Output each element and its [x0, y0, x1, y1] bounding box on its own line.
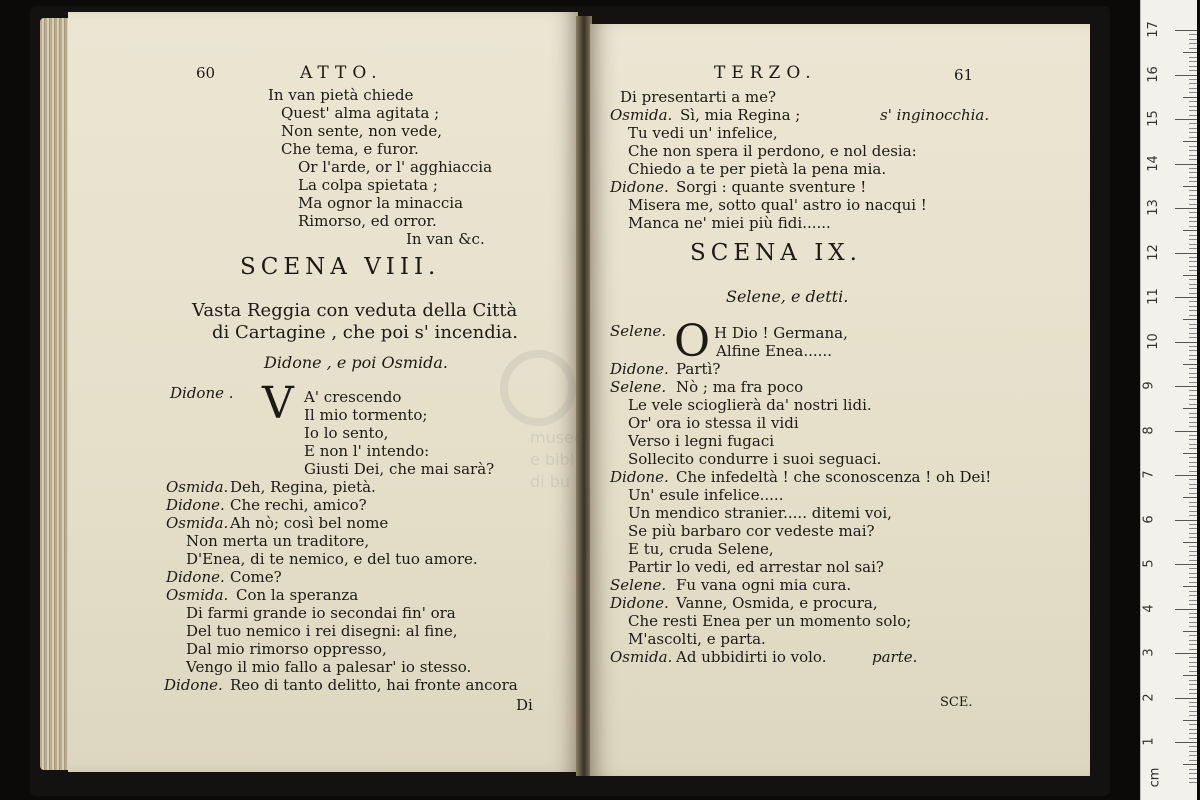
ruler-tick — [1183, 542, 1197, 543]
ruler-tick — [1183, 453, 1197, 454]
speaker-label: Selene. — [610, 322, 667, 340]
right-page — [590, 24, 1090, 776]
ruler-number: 15 — [1145, 110, 1161, 127]
dialogue-line: Misera me, sotto qual' astro io nacqui ! — [628, 196, 927, 214]
ruler-tick — [1189, 466, 1197, 467]
ruler-tick — [1189, 506, 1197, 507]
ruler-tick — [1189, 680, 1197, 681]
ruler-tick — [1189, 671, 1197, 672]
ruler-tick — [1189, 533, 1197, 534]
ruler-tick — [1189, 684, 1197, 685]
ruler-tick — [1189, 181, 1197, 182]
ruler-tick — [1183, 275, 1197, 276]
drop-cap: V — [262, 378, 294, 429]
verse-line: Non sente, non vede, — [281, 122, 442, 140]
ruler-tick — [1189, 600, 1197, 601]
ruler-tick — [1189, 39, 1197, 40]
ruler-tick — [1189, 204, 1197, 205]
ruler-unit-label: cm — [1147, 767, 1163, 788]
ruler-tick — [1189, 172, 1197, 173]
dialogue-line: Sorgi : quante sventure ! — [676, 178, 867, 196]
ruler-tick — [1189, 471, 1197, 472]
ruler-number: 1 — [1141, 737, 1157, 746]
stage-direction: s' inginocchia. — [880, 106, 990, 124]
dialogue-line: Chiedo a te per pietà la pena mia. — [628, 160, 887, 178]
ruler-tick — [1189, 666, 1197, 667]
dialogue-line: Di presentarti a me? — [620, 88, 777, 106]
ruler-tick — [1175, 431, 1197, 432]
ruler-tick — [1189, 551, 1197, 552]
ruler-tick — [1189, 88, 1197, 89]
ruler-tick — [1189, 377, 1197, 378]
ruler-tick — [1175, 742, 1197, 743]
speaker-label: Osmida. — [166, 514, 229, 532]
ruler-tick — [1189, 48, 1197, 49]
ruler-tick — [1189, 373, 1197, 374]
ruler-tick — [1183, 141, 1197, 142]
verse-line: H Dio ! Germana, — [714, 324, 848, 342]
ruler-tick — [1189, 128, 1197, 129]
dialogue-line: Tu vedi un' infelice, — [628, 124, 778, 142]
page-number-right: 61 — [954, 66, 974, 84]
dialogue-line: Ah nò; così bel nome — [230, 514, 389, 532]
ruler-tick — [1189, 195, 1197, 196]
verse-line: Che tema, e furor. — [281, 140, 419, 158]
ruler-tick — [1189, 457, 1197, 458]
dialogue-line: Come? — [230, 568, 282, 586]
ruler-tick — [1189, 778, 1197, 779]
ruler-tick — [1189, 315, 1197, 316]
ruler-tick — [1189, 769, 1197, 770]
ruler-tick — [1183, 764, 1197, 765]
dialogue-line: D'Enea, di te nemico, e del tuo amore. — [186, 550, 478, 568]
ruler-tick — [1189, 279, 1197, 280]
speaker-label: Didone. — [610, 178, 669, 196]
ruler-tick — [1189, 155, 1197, 156]
ruler-tick — [1183, 675, 1197, 676]
ruler-tick — [1189, 577, 1197, 578]
ruler-tick — [1189, 649, 1197, 650]
measuring-ruler — [1140, 0, 1197, 800]
ruler-tick — [1189, 284, 1197, 285]
dialogue-line: Vengo il mio fallo a palesar' io stesso. — [186, 658, 472, 676]
ruler-tick — [1189, 635, 1197, 636]
ruler-tick — [1189, 310, 1197, 311]
verse-line: Rimorso, ed orror. — [298, 212, 437, 230]
stage-direction: parte. — [872, 648, 918, 666]
ruler-tick — [1189, 132, 1197, 133]
ruler-tick — [1189, 515, 1197, 516]
running-head-left: ATTO. — [300, 63, 383, 83]
ruler-tick — [1175, 342, 1197, 343]
verse-line: In van &c. — [406, 230, 485, 248]
ruler-tick — [1183, 408, 1197, 409]
ruler-tick — [1189, 524, 1197, 525]
ruler-tick — [1189, 266, 1197, 267]
dialogue-line: Un mendico stranier..... ditemi voi, — [628, 504, 892, 522]
ruler-tick — [1189, 626, 1197, 627]
verse-line: A' crescendo — [304, 388, 402, 406]
ruler-tick — [1189, 390, 1197, 391]
ruler-tick — [1189, 101, 1197, 102]
ruler-number: 2 — [1141, 692, 1157, 702]
dialogue-line: Di farmi grande io secondai fin' ora — [186, 604, 456, 622]
ruler-tick — [1183, 186, 1197, 187]
ruler-tick — [1189, 270, 1197, 271]
ruler-tick — [1189, 595, 1197, 596]
ruler-tick — [1189, 404, 1197, 405]
ruler-tick — [1189, 537, 1197, 538]
ruler-tick — [1189, 333, 1197, 334]
ruler-tick — [1189, 724, 1197, 725]
ruler-tick — [1189, 293, 1197, 294]
dialogue-line: Reo di tanto delitto, hai fronte ancora — [230, 676, 518, 694]
ruler-tick — [1189, 261, 1197, 262]
ruler-tick — [1183, 319, 1197, 320]
watermark-text: di bu — [530, 472, 570, 491]
dialogue-line: Sì, mia Regina ; — [680, 106, 801, 124]
ruler-tick — [1189, 693, 1197, 694]
dialogue-line: Or' ora io stessa il vidi — [628, 414, 799, 432]
ruler-tick — [1189, 417, 1197, 418]
ruler-tick — [1189, 177, 1197, 178]
ruler-tick — [1189, 137, 1197, 138]
ruler-tick — [1189, 199, 1197, 200]
ruler-number: 8 — [1141, 425, 1157, 435]
ruler-tick — [1189, 755, 1197, 756]
ruler-tick — [1189, 301, 1197, 302]
ruler-tick — [1189, 110, 1197, 111]
ruler-tick — [1189, 66, 1197, 67]
ruler-tick — [1189, 123, 1197, 124]
ruler-tick — [1189, 488, 1197, 489]
catchword-left: Di — [516, 696, 533, 714]
ruler-tick — [1189, 168, 1197, 169]
ruler-tick — [1189, 217, 1197, 218]
ruler-tick — [1189, 644, 1197, 645]
ruler-tick — [1189, 190, 1197, 191]
ruler-tick — [1189, 617, 1197, 618]
dialogue-line: Se più barbaro cor vedeste mai? — [628, 522, 875, 540]
ruler-tick — [1183, 52, 1197, 53]
ruler-tick — [1189, 355, 1197, 356]
ruler-tick — [1189, 462, 1197, 463]
ruler-tick — [1189, 502, 1197, 503]
watermark-logo-icon — [500, 350, 576, 426]
ruler-tick — [1189, 733, 1197, 734]
ruler-tick — [1183, 230, 1197, 231]
verse-line: Alfine Enea...... — [716, 342, 832, 360]
watermark-text: museo — [530, 428, 584, 447]
ruler-number: 5 — [1141, 559, 1157, 568]
dialogue-line: Sollecito condurre i suoi seguaci. — [628, 450, 882, 468]
ruler-number: 14 — [1145, 154, 1161, 172]
verse-line: Quest' alma agitata ; — [281, 104, 440, 122]
ruler-tick — [1189, 413, 1197, 414]
ruler-tick — [1175, 30, 1197, 31]
dialogue-line: Nò ; ma fra poco — [676, 378, 804, 396]
ruler-tick — [1189, 115, 1197, 116]
ruler-tick — [1175, 564, 1197, 565]
setting-line-2: di Cartagine , che poi s' incendia. — [212, 322, 518, 343]
dialogue-line: Fu vana ogni mia cura. — [676, 576, 852, 594]
ruler-tick — [1183, 364, 1197, 365]
scene-title-ix: SCENA IX. — [690, 240, 862, 266]
ruler-tick — [1189, 106, 1197, 107]
verse-line: Il mio tormento; — [304, 406, 428, 424]
ruler-tick — [1189, 212, 1197, 213]
ruler-tick — [1175, 386, 1197, 387]
ruler-tick — [1189, 657, 1197, 658]
ruler-tick — [1175, 520, 1197, 521]
ruler-tick — [1189, 568, 1197, 569]
ruler-tick — [1189, 395, 1197, 396]
ruler-tick — [1189, 70, 1197, 71]
watermark-text: e bibl — [530, 450, 575, 469]
speaker-label: Didone. — [610, 360, 669, 378]
dialogue-line: Un' esule infelice..... — [628, 486, 784, 504]
ruler-tick — [1189, 555, 1197, 556]
ruler-tick — [1189, 83, 1197, 84]
ruler-tick — [1189, 448, 1197, 449]
ruler-tick — [1189, 324, 1197, 325]
ruler-tick — [1189, 159, 1197, 160]
verse-line: In van pietà chiede — [268, 86, 414, 104]
dialogue-line: Ad ubbidirti io volo. — [676, 648, 827, 666]
speaker-label: Didone . — [170, 384, 234, 402]
ruler-tick — [1189, 368, 1197, 369]
speaker-label: Didone. — [166, 568, 225, 586]
ruler-tick — [1189, 422, 1197, 423]
ruler-tick — [1183, 586, 1197, 587]
ruler-tick — [1183, 497, 1197, 498]
watermark — [500, 350, 660, 510]
ruler-tick — [1189, 257, 1197, 258]
dialogue-line: Partì? — [676, 360, 721, 378]
ruler-tick — [1189, 746, 1197, 747]
ruler-tick — [1189, 444, 1197, 445]
ruler-number: 3 — [1141, 648, 1157, 657]
ruler-tick — [1189, 337, 1197, 338]
page-number-left: 60 — [196, 64, 216, 82]
ruler-tick — [1189, 662, 1197, 663]
dialogue-line: Con la speranza — [236, 586, 359, 604]
ruler-tick — [1189, 560, 1197, 561]
speaker-label: Didone. — [164, 676, 223, 694]
verse-line: La colpa spietata ; — [298, 176, 438, 194]
ruler-tick — [1189, 640, 1197, 641]
ruler-number: 11 — [1145, 288, 1161, 305]
verse-line: E non l' intendo: — [304, 442, 430, 460]
running-head-right: TERZO. — [714, 63, 817, 83]
ruler-tick — [1175, 297, 1197, 298]
characters-line: Selene, e detti. — [726, 287, 849, 306]
ruler-tick — [1189, 484, 1197, 485]
speaker-label: Osmida. — [166, 586, 229, 604]
ruler-tick — [1175, 164, 1197, 165]
scene-title-viii: SCENA VIII. — [240, 254, 441, 280]
dialogue-line: Deh, Regina, pietà. — [230, 478, 376, 496]
ruler-number: 16 — [1145, 65, 1161, 83]
ruler-number: 17 — [1145, 21, 1161, 38]
ruler-number: 4 — [1141, 603, 1157, 613]
ruler-tick — [1189, 350, 1197, 351]
ruler-tick — [1189, 751, 1197, 752]
ruler-tick — [1189, 715, 1197, 716]
ruler-tick — [1175, 609, 1197, 610]
ruler-tick — [1183, 631, 1197, 632]
ruler-tick — [1189, 235, 1197, 236]
dialogue-line: Le vele scioglierà da' nostri lidi. — [628, 396, 872, 414]
ruler-tick — [1189, 706, 1197, 707]
ruler-tick — [1189, 511, 1197, 512]
verse-line: Giusti Dei, che mai sarà? — [304, 460, 495, 478]
speaker-label: Osmida. — [610, 648, 673, 666]
ruler-tick — [1189, 239, 1197, 240]
verse-line: Or l'arde, or l' agghiaccia — [298, 158, 493, 176]
ruler-tick — [1175, 475, 1197, 476]
ruler-tick — [1189, 328, 1197, 329]
dialogue-line: Vanne, Osmida, e procura, — [676, 594, 878, 612]
ruler-tick — [1189, 493, 1197, 494]
ruler-tick — [1189, 782, 1197, 783]
dialogue-line: Dal mio rimorso oppresso, — [186, 640, 387, 658]
ruler-tick — [1189, 773, 1197, 774]
dialogue-line: Manca ne' miei più fidi...... — [628, 214, 831, 232]
dialogue-line: Del tuo nemico i rei disegni: al fine, — [186, 622, 458, 640]
ruler-tick — [1189, 591, 1197, 592]
ruler-tick — [1189, 61, 1197, 62]
catchword-right: SCE. — [940, 695, 973, 710]
ruler-tick — [1189, 150, 1197, 151]
speaker-label: Selene. — [610, 378, 667, 396]
dialogue-line: Non merta un traditore, — [186, 532, 370, 550]
drop-cap: O — [674, 316, 711, 367]
ruler-tick — [1189, 760, 1197, 761]
speaker-label: Didone. — [166, 496, 225, 514]
dialogue-line: Che non spera il perdono, e nol desia: — [628, 142, 917, 160]
dialogue-line: Che rechi, amico? — [230, 496, 367, 514]
dialogue-line: M'ascolti, e parta. — [628, 630, 766, 648]
ruler-tick — [1175, 119, 1197, 120]
dialogue-line: Partir lo vedi, ed arrestar nol sai? — [628, 558, 884, 576]
ruler-tick — [1189, 582, 1197, 583]
ruler-tick — [1189, 702, 1197, 703]
ruler-tick — [1189, 622, 1197, 623]
ruler-tick — [1189, 79, 1197, 80]
ruler-tick — [1175, 208, 1197, 209]
speaker-label: Selene. — [610, 576, 667, 594]
ruler-tick — [1189, 604, 1197, 605]
ruler-tick — [1189, 426, 1197, 427]
speaker-label: Didone. — [610, 468, 669, 486]
characters-line: Didone , e poi Osmida. — [264, 353, 448, 372]
ruler-tick — [1183, 97, 1197, 98]
verse-line: Io lo sento, — [304, 424, 389, 442]
ruler-tick — [1189, 92, 1197, 93]
ruler-tick — [1189, 43, 1197, 44]
speaker-label: Didone. — [610, 594, 669, 612]
ruler-tick — [1175, 653, 1197, 654]
ruler-tick — [1189, 729, 1197, 730]
ruler-tick — [1189, 711, 1197, 712]
ruler-tick — [1189, 146, 1197, 147]
ruler-tick — [1189, 382, 1197, 383]
ruler-tick — [1189, 306, 1197, 307]
ruler-number: 9 — [1141, 381, 1157, 390]
speaker-label: Osmida. — [166, 478, 229, 496]
ruler-tick — [1189, 57, 1197, 58]
ruler-tick — [1189, 244, 1197, 245]
ruler-tick — [1189, 34, 1197, 35]
ruler-number: 6 — [1141, 514, 1157, 524]
setting-line-1: Vasta Reggia con veduta della Città — [192, 300, 518, 321]
ruler-tick — [1189, 435, 1197, 436]
ruler-number: 12 — [1145, 243, 1161, 261]
ruler-tick — [1175, 698, 1197, 699]
ruler-tick — [1189, 248, 1197, 249]
ruler-tick — [1175, 253, 1197, 254]
ruler-number: 7 — [1141, 470, 1157, 479]
ruler-tick — [1175, 75, 1197, 76]
ruler-tick — [1189, 346, 1197, 347]
dialogue-line: Verso i legni fugaci — [628, 432, 775, 450]
dialogue-line: Che infedeltà ! che sconoscenza ! oh Dei! — [676, 468, 992, 486]
ruler-tick — [1183, 720, 1197, 721]
ruler-tick — [1189, 288, 1197, 289]
ruler-tick — [1189, 689, 1197, 690]
ruler-tick — [1189, 573, 1197, 574]
speaker-label: Osmida. — [610, 106, 673, 124]
ruler-tick — [1189, 221, 1197, 222]
ruler-tick — [1189, 738, 1197, 739]
ruler-tick — [1189, 226, 1197, 227]
dialogue-line: E tu, cruda Selene, — [628, 540, 774, 558]
ruler-tick — [1189, 528, 1197, 529]
verse-line: Ma ognor la minaccia — [298, 194, 464, 212]
ruler-tick — [1189, 439, 1197, 440]
ruler-tick — [1189, 359, 1197, 360]
ruler-tick — [1189, 479, 1197, 480]
ruler-tick — [1189, 399, 1197, 400]
ruler-number: 13 — [1145, 199, 1161, 216]
dialogue-line: Che resti Enea per un momento solo; — [628, 612, 912, 630]
ruler-tick — [1189, 613, 1197, 614]
ruler-number: 10 — [1145, 332, 1161, 350]
ruler-tick — [1189, 546, 1197, 547]
